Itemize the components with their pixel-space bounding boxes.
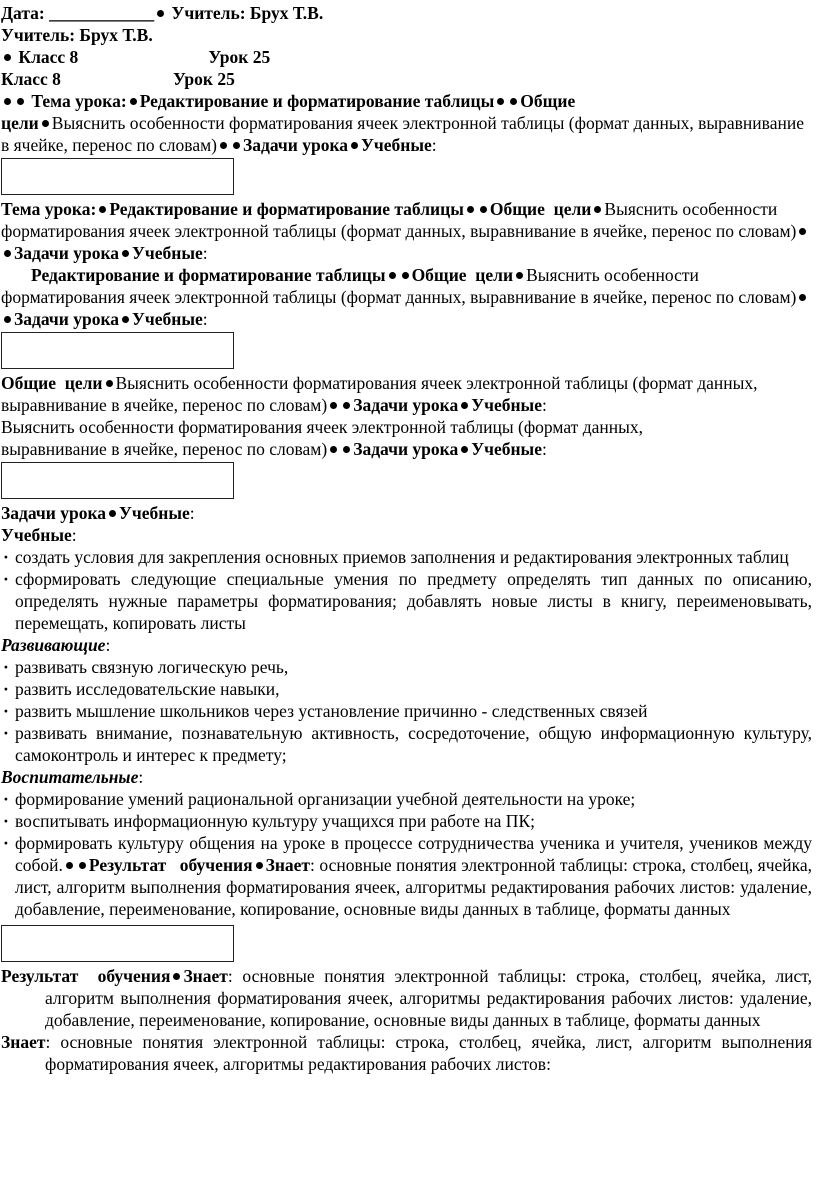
tasks-label: Задачи урока bbox=[14, 309, 120, 329]
topic-text: Редактирование и форматирование таблицы bbox=[109, 199, 464, 219]
bullet-dot-icon bbox=[122, 250, 129, 257]
tasks-label: Задачи урока bbox=[243, 135, 349, 155]
lesson-label: Урок 25 bbox=[173, 69, 235, 89]
tasks-label: Задачи урока bbox=[1, 503, 107, 523]
dev-list bbox=[1, 656, 812, 766]
goals-label: Общие цели bbox=[489, 199, 592, 219]
list-item: · развивать внимание, познавательную активность, сосредоточение, общую информационную культуру, самоконтроль и интерес к предмету; bbox=[1, 722, 812, 766]
goals-paragraph bbox=[1, 372, 812, 416]
goals-label: Общие bbox=[520, 91, 576, 111]
bullet-dot-icon bbox=[594, 206, 601, 213]
goals-label: Общие цели bbox=[1, 373, 103, 393]
topic-paragraph bbox=[1, 198, 812, 264]
edu-label: Учебные bbox=[132, 309, 203, 329]
result-paragraph bbox=[1, 965, 812, 1031]
tasks-label: Задачи урока bbox=[353, 395, 459, 415]
topic-paragraph bbox=[1, 264, 812, 330]
image-placeholder-box bbox=[1, 462, 234, 499]
bullet-dot-icon bbox=[220, 142, 227, 149]
bullet-dot-icon bbox=[461, 402, 468, 409]
bullet-dot-icon bbox=[42, 120, 49, 127]
teacher-name: Учитель: Брух Т.В. bbox=[1, 25, 153, 45]
goals-label: Общие цели bbox=[411, 265, 514, 285]
goals-word: цели bbox=[1, 113, 39, 133]
image-placeholder-box bbox=[1, 158, 234, 195]
bullet-dot-icon bbox=[389, 272, 396, 279]
image-placeholder-box bbox=[1, 925, 234, 962]
upb-list bbox=[1, 788, 812, 920]
edu-label: Учебные bbox=[361, 135, 432, 155]
goals-text: Выяснить особенности форматирования ячеек электронной таблицы (формат данных, bbox=[1, 417, 643, 437]
edu-label: Учебные bbox=[1, 525, 72, 545]
bullet-dot-icon bbox=[17, 98, 24, 105]
bullet-dot-icon bbox=[343, 446, 350, 453]
topic-line bbox=[1, 90, 812, 112]
edu-list bbox=[1, 546, 812, 634]
bullet-dot-icon bbox=[109, 510, 116, 517]
bullet-dot-icon bbox=[461, 446, 468, 453]
goals-text: Выяснить особенности форматирования ячеек электронной таблицы (формат данных, выравнивание в ячейке, перенос по словам) bbox=[1, 199, 797, 241]
lesson-label: Урок 25 bbox=[208, 47, 271, 67]
colon: : bbox=[310, 855, 315, 875]
colon: : bbox=[202, 309, 208, 329]
bullet-dot-icon bbox=[480, 206, 487, 213]
goals-text: Выяснить особенности форматирования ячеек электронной таблицы (формат данных, выравнивание в ячейке, перенос по словам) bbox=[1, 265, 797, 307]
list-item bbox=[1, 832, 812, 920]
upb-last-text: формировать культуру общения на уроке в процессе сотрудничества ученика и учителя, учеников между собой. bbox=[15, 833, 812, 875]
goals-paragraph bbox=[1, 112, 812, 156]
goals-paragraph bbox=[1, 416, 812, 460]
list-item: · развить исследовательские навыки, bbox=[1, 678, 812, 700]
bullet-dot-icon bbox=[343, 402, 350, 409]
edu-label: Учебные bbox=[471, 439, 542, 459]
bullet-dot-icon bbox=[99, 206, 106, 213]
bullet-dot-icon bbox=[402, 272, 409, 279]
topic-label: Тема урока: bbox=[31, 91, 127, 111]
knows-label: Знает bbox=[1, 1032, 46, 1052]
goals-text: Выяснить особенности форматирования ячеек электронной таблицы (формат данных, выравнивание в ячейке, перенос по словам) bbox=[1, 113, 804, 155]
colon: : bbox=[189, 503, 195, 523]
bullet-dot-icon bbox=[799, 294, 806, 301]
result-label: Результат обучения bbox=[88, 855, 253, 875]
header-date-line bbox=[1, 2, 812, 24]
knows-paragraph bbox=[1, 1031, 812, 1075]
bullet-dot-icon bbox=[66, 862, 73, 869]
bullet-dot-icon bbox=[157, 10, 164, 17]
bullet-dot-icon bbox=[233, 142, 240, 149]
image-placeholder-box bbox=[1, 332, 234, 369]
list-item: · создать условия для закрепления основных приемов заполнения и редактирования электронных таблиц bbox=[1, 546, 812, 568]
class-lesson-line bbox=[1, 68, 812, 90]
edu-label: Учебные bbox=[471, 395, 542, 415]
colon: : bbox=[541, 395, 547, 415]
edu-label: Учебные bbox=[132, 243, 203, 263]
knows-label: Знает bbox=[265, 855, 311, 875]
edu-label: Учебные bbox=[119, 503, 190, 523]
topic-label: Тема урока: bbox=[1, 199, 97, 219]
list-item: · формирование умений рациональной организации учебной деятельности на уроке; bbox=[1, 788, 812, 810]
class-label: Класс 8 bbox=[1, 69, 61, 89]
bullet-dot-icon bbox=[256, 862, 263, 869]
colon: : bbox=[227, 966, 233, 986]
tasks-line bbox=[1, 502, 812, 524]
date-blank: ____________ bbox=[49, 3, 155, 23]
knows-text: основные понятия электронной таблицы: строка, столбец, ячейка, лист, алгоритм выполнения форматирования ячеек, алгоритмы редактирования рабочих листов: удаление, добавление, переименование, копирование, основные виды данных в таблице, форматы данных bbox=[15, 855, 813, 919]
bullet-dot-icon bbox=[799, 228, 806, 235]
class-label: Класс 8 bbox=[18, 47, 79, 67]
goals-text: выравнивание в ячейке, перенос по словам) bbox=[1, 439, 328, 459]
bullet-dot-icon bbox=[106, 380, 113, 387]
class-lesson-line bbox=[1, 46, 812, 68]
list-item: · сформировать следующие специальные умения по предмету определять тип данных по описанию, определять нужные параметры форматирования; добавлять новые листы в книгу, переименовывать, перемещать, копировать листы bbox=[1, 568, 812, 634]
goals-text: Выяснить особенности форматирования ячеек электронной таблицы (формат данных, выравнивание в ячейке, перенос по словам) bbox=[1, 373, 758, 415]
list-item: · развивать связную логическую речь, bbox=[1, 656, 812, 678]
bullet-dot-icon bbox=[351, 142, 358, 149]
list-item: · воспитывать информационную культуру учащихся при работе на ПК; bbox=[1, 810, 812, 832]
bullet-dot-icon bbox=[330, 446, 337, 453]
bullet-dot-icon bbox=[4, 98, 11, 105]
result-label: Результат обучения bbox=[1, 966, 171, 986]
upb-heading bbox=[1, 766, 812, 788]
teacher-name: Учитель: Брух Т.В. bbox=[171, 3, 324, 23]
colon: : bbox=[541, 439, 547, 459]
teacher-line bbox=[1, 24, 812, 46]
bullet-dot-icon bbox=[173, 973, 180, 980]
colon: : bbox=[71, 525, 77, 545]
bullet-dot-icon bbox=[330, 402, 337, 409]
dev-label: Развивающие bbox=[1, 635, 106, 655]
colon: : bbox=[431, 135, 437, 155]
dev-heading bbox=[1, 634, 812, 656]
topic-text: Редактирование и форматирование таблицы bbox=[31, 265, 386, 285]
colon: : bbox=[202, 243, 208, 263]
upb-label: Воспитательные bbox=[1, 767, 139, 787]
colon: : bbox=[45, 1032, 51, 1052]
colon: : bbox=[138, 767, 144, 787]
colon: : bbox=[105, 635, 111, 655]
bullet-dot-icon bbox=[497, 98, 504, 105]
bullet-dot-icon bbox=[4, 54, 11, 61]
bullet-dot-icon bbox=[510, 98, 517, 105]
bullet-dot-icon bbox=[79, 862, 86, 869]
edu-heading bbox=[1, 524, 812, 546]
list-item: · развить мышление школьников через установление причинно - следственных связей bbox=[1, 700, 812, 722]
bullet-dot-icon bbox=[516, 272, 523, 279]
bullet-dot-icon bbox=[130, 98, 137, 105]
bullet-dot-icon bbox=[4, 316, 11, 323]
topic-text: Редактирование и форматирование таблицы bbox=[139, 91, 495, 111]
date-label: Дата: bbox=[1, 3, 45, 23]
bullet-dot-icon bbox=[4, 250, 11, 257]
knows-text: основные понятия электронной таблицы: строка, столбец, ячейка, лист, алгоритм выполнения форматирования ячеек, алгоритмы редактирования рабочих листов: удаление, добавление, переименование, копирование, основные виды данных в таблице, форматы данных bbox=[45, 966, 813, 1030]
knows-text: основные понятия электронной таблицы: строка, столбец, ячейка, лист, алгоритм выполнения форматирования ячеек, алгоритмы редактирования рабочих листов: bbox=[45, 1032, 813, 1074]
tasks-label: Задачи урока bbox=[14, 243, 120, 263]
bullet-dot-icon bbox=[122, 316, 129, 323]
tasks-label: Задачи урока bbox=[353, 439, 459, 459]
bullet-dot-icon bbox=[467, 206, 474, 213]
knows-label: Знает bbox=[183, 966, 228, 986]
